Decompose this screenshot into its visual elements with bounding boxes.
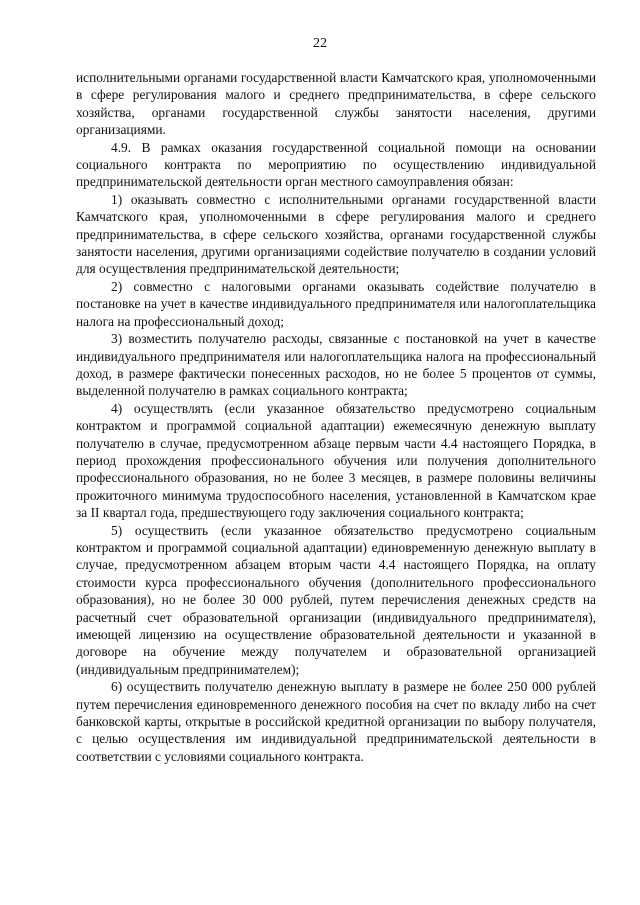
paragraph-item-6: 6) осуществить получателю денежную выплату в размере не более 250 000 рублей путем перечисления единовременного денежного пособия на счет по вкладу либо на счет банковской карты, открытые в российской кредитной организации по выбору получателя, с целью осуществления им индивидуальной предпринимательской деятельности в соответствии с условиями социального контракта. bbox=[76, 679, 596, 764]
document-body bbox=[76, 69, 596, 765]
page-number: 22 bbox=[313, 36, 327, 51]
paragraph-item-3: 3) возместить получателю расходы, связанные с постановкой на учет в качестве индивидуального предпринимателя или налогоплательщика налога на профессиональный доход, в размере фактически понесенных расходов, но не более 5 процентов от суммы, выделенной получателю в рамках социального контракта; bbox=[76, 331, 596, 399]
paragraph-continuation: исполнительными органами государственной власти Камчатского края, уполномоченными в сфере регулирования малого и среднего предпринимательства, в сфере сельского хозяйства, органами государственной службы занятости населения, другими организациями. bbox=[76, 70, 596, 138]
paragraph-item-1: 1) оказывать совместно с исполнительными органами государственной власти Камчатского края, уполномоченными в сфере регулирования малого и среднего предпринимательства, в сфере сельского хозяйства, органами государственной службы занятости населения, другими организациями содействие получателю в создании условий для осуществления предпринимательской деятельности; bbox=[76, 191, 596, 277]
paragraph-item-4: 4) осуществлять (если указанное обязательство предусмотрено социальным контрактом и программой социальной адаптации) ежемесячную денежную выплату получателю в случае, предусмотренном абзаце первым части 4.4 настоящего Порядка, в период прохождения профессионального обучения или получения дополнительного профессионального образования, но не более 3 месяцев, в размере половины величины прожиточного минимума трудоспособного населения, установленной в Камчатском крае за II квартал года, предшествующего году заключения социального контракта; bbox=[76, 400, 596, 521]
paragraph-item-2: 2) совместно с налоговыми органами оказывать содействие получателю в постановке на учет в качестве индивидуального предпринимателя или налогоплательщика налога на профессиональный доход; bbox=[76, 278, 596, 329]
paragraph-clause-4-9: 4.9. В рамках оказания государственной социальной помощи на основании социального контракта по мероприятию по осуществлению индивидуальной предпринимательской деятельности орган местного самоуправления обязан: bbox=[76, 139, 596, 190]
paragraph-item-5: 5) осуществить (если указанное обязательство предусмотрено социальным контрактом и программой социальной адаптации) единовременную денежную выплату в случае, предусмотренном абзацем вторым части 4.4 настоящего Порядка, на оплату стоимости курса профессионального обучения (дополнительного профессионального образования), но не более 30 000 рублей, путем перечисления денежных средств на расчетный счет образовательной организации (индивидуального предпринимателя), имеющей лицензию на осуществление образовательной деятельности и указанной в договоре на обучение между получателем и образовательной организацией (индивидуальным предпринимателем); bbox=[76, 522, 596, 677]
